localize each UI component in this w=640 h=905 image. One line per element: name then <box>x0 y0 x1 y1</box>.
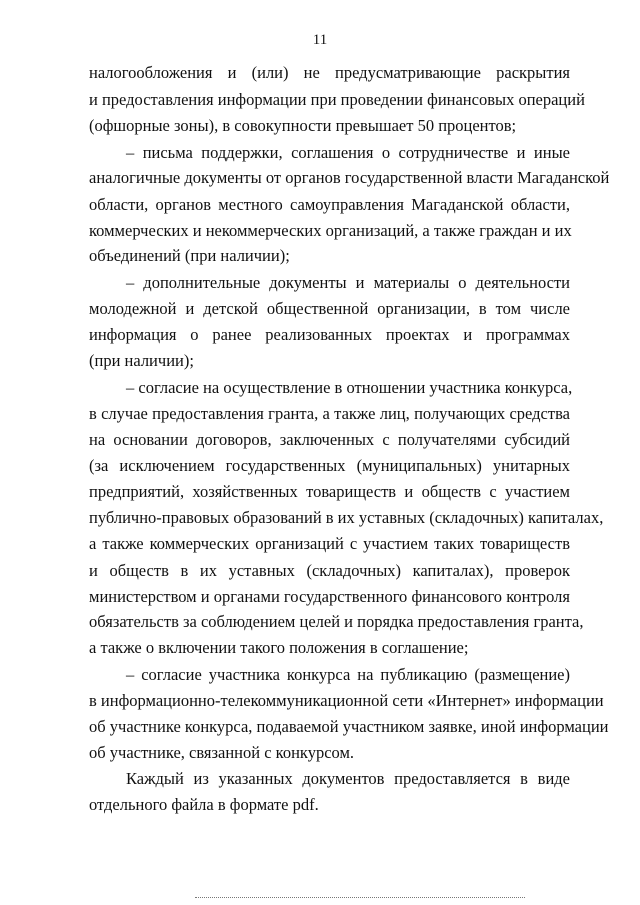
text-line: налогообложения и (или) не предусматривающие раскрытия <box>89 63 570 82</box>
text-line: в информационно-телекоммуникационной сети «Интернет» информации <box>89 691 604 710</box>
text-line: и предоставления информации при проведении финансовых операций <box>89 90 585 109</box>
text-line: министерством и органами государственного финансового контроля <box>89 587 570 606</box>
text-line: объединений (при наличии); <box>89 246 290 265</box>
text-line: молодежной и детской общественной организации, в том числе <box>89 299 570 318</box>
text-line: об участнике, связанной с конкурсом. <box>89 743 355 762</box>
text-line: – письма поддержки, соглашения о сотрудничестве и иные <box>126 143 570 162</box>
text-line: аналогичные документы от органов государственной власти Магаданской <box>89 168 610 187</box>
text-line: а также коммерческих организаций с участием таких товариществ <box>89 534 570 553</box>
text-line: Каждый из указанных документов предоставляется в виде <box>126 769 570 788</box>
page-number: 11 <box>312 32 328 48</box>
text-line: а также о включении такого положения в соглашение; <box>89 638 469 657</box>
text-line: – согласие участника конкурса на публикацию (размещение) <box>126 665 570 684</box>
text-line: – дополнительные документы и материалы о деятельности <box>126 273 570 292</box>
text-line: обязательств за соблюдением целей и порядка предоставления гранта, <box>89 612 584 631</box>
text-line: области, органов местного самоуправления Магаданской области, <box>89 195 570 214</box>
footer-divider <box>195 897 525 898</box>
text-line: – согласие на осуществление в отношении участника конкурса, <box>126 378 573 397</box>
text-line: в случае предоставления гранта, а также лиц, получающих средства <box>89 404 570 423</box>
text-line: на основании договоров, заключенных с получателями субсидий <box>89 430 570 449</box>
text-line: информация о ранее реализованных проектах и программах <box>89 325 570 344</box>
text-line: публично-правовых образований в их уставных (складочных) капиталах, <box>89 508 604 527</box>
text-line: (за исключением государственных (муниципальных) унитарных <box>89 456 570 475</box>
text-line: и обществ в их уставных (складочных) капиталах), проверок <box>89 561 570 580</box>
text-line: (офшорные зоны), в совокупности превышает 50 процентов; <box>89 116 517 135</box>
text-line: коммерческих и некоммерческих организаций, а также граждан и их <box>89 221 572 240</box>
text-line: об участнике конкурса, подаваемой участником заявке, иной информации <box>89 717 609 736</box>
text-line: (при наличии); <box>89 351 194 370</box>
text-line: предприятий, хозяйственных товариществ и обществ с участием <box>89 482 570 501</box>
text-line: отдельного файла в формате pdf. <box>89 795 319 814</box>
